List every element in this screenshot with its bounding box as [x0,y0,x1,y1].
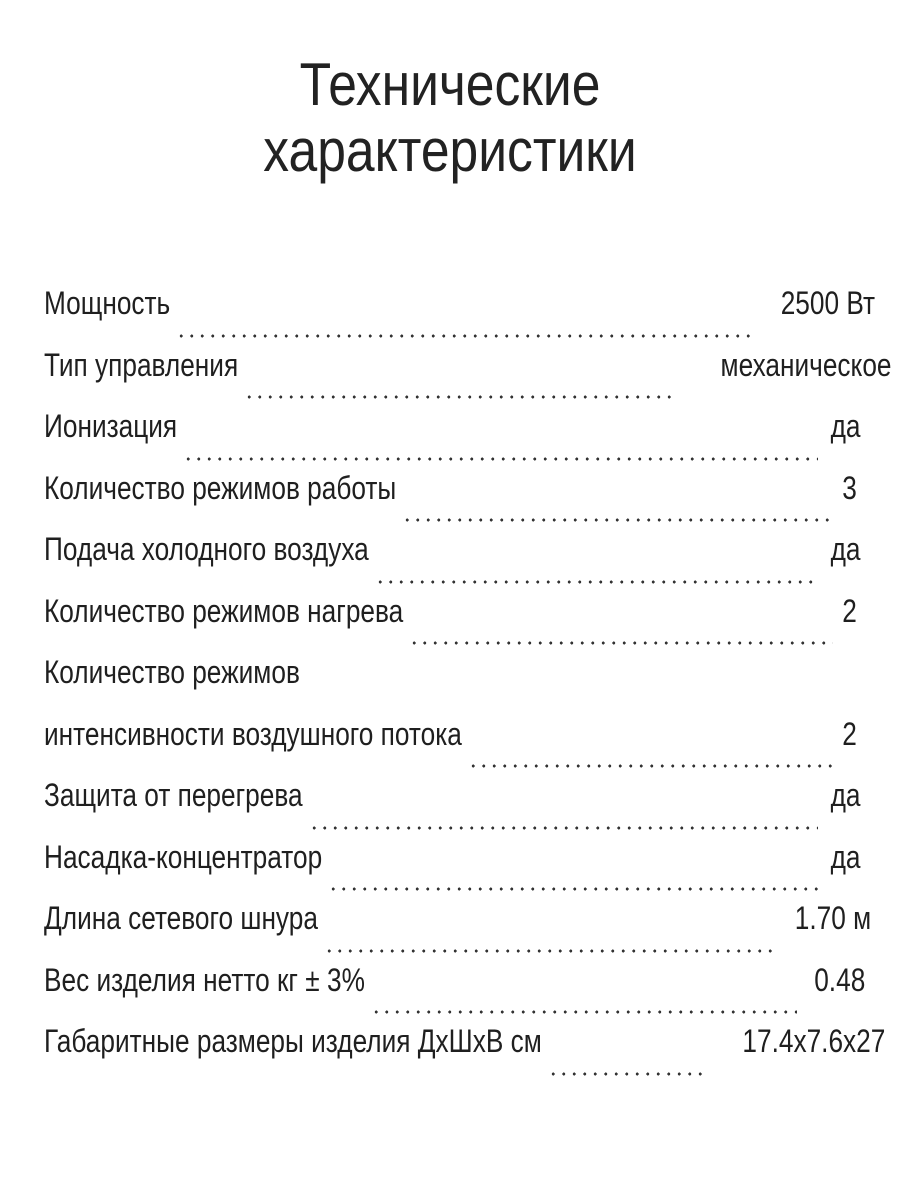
leader-dots [371,1010,797,1014]
spec-label: Габаритные размеры изделия ДхШхВ см [44,1023,542,1059]
spec-row-dimensions [44,1022,886,1084]
spec-value: да [830,777,861,813]
page-title [63,52,837,184]
spec-value: да [830,838,861,875]
spec-label: Количество режимов нагрева [44,592,404,629]
spec-label: Насадка-концентратор [44,838,323,875]
spec-row-operating-modes [44,469,858,531]
page-title-line-1: Технические [299,51,601,118]
spec-label: Ионизация [44,408,178,444]
spec-row-power [44,284,875,346]
spec-row-overheat-protection [44,776,861,838]
spec-label: Тип управления [44,346,239,383]
spec-value: да [830,531,861,567]
spec-value: 1.70 м [794,900,871,936]
spec-value: 2 [842,715,858,752]
spec-label: Вес изделия нетто кг ± 3% [44,961,365,998]
spec-label: Длина сетевого шнура [44,900,318,936]
spec-label-line-1: Количество режимов [44,654,300,690]
spec-row-control-type [44,346,892,408]
spec-row-cord-length [44,899,871,961]
spec-label: Защита от перегрева [44,777,303,813]
leader-dots [309,826,819,830]
spec-label: Мощность [44,285,171,321]
spec-value: механическое [720,346,892,383]
spec-value: 17.4х7.6х27 [742,1023,886,1059]
spec-label-line-2: интенсивности воздушного потока [44,715,462,752]
leader-dots [328,887,818,891]
spec-row-cold-air [44,530,861,592]
leader-dots [409,641,833,645]
leader-dots [402,518,833,522]
spec-row-net-weight [44,961,866,1023]
spec-row-heat-modes [44,592,858,654]
leader-dots [324,949,772,953]
spec-row-concentrator [44,838,861,900]
spec-value: 2 [842,592,858,629]
spec-row-ionization [44,407,861,469]
spec-value: да [830,408,861,444]
spec-value: 2500 Вт [780,285,875,321]
leader-dots [176,334,753,338]
spec-label: Количество режимов работы [44,469,397,506]
page-title-line-2: характеристики [263,117,637,184]
leader-dots [244,395,677,399]
spec-value: 0.48 [814,961,866,998]
leader-dots [548,1072,705,1076]
spec-value: 3 [842,469,858,506]
leader-dots [375,580,818,584]
leader-dots [183,457,818,461]
spec-label: Подача холодного воздуха [44,531,369,567]
spec-row-airflow-modes [44,653,858,776]
leader-dots [468,764,834,768]
spec-list [44,284,892,1084]
